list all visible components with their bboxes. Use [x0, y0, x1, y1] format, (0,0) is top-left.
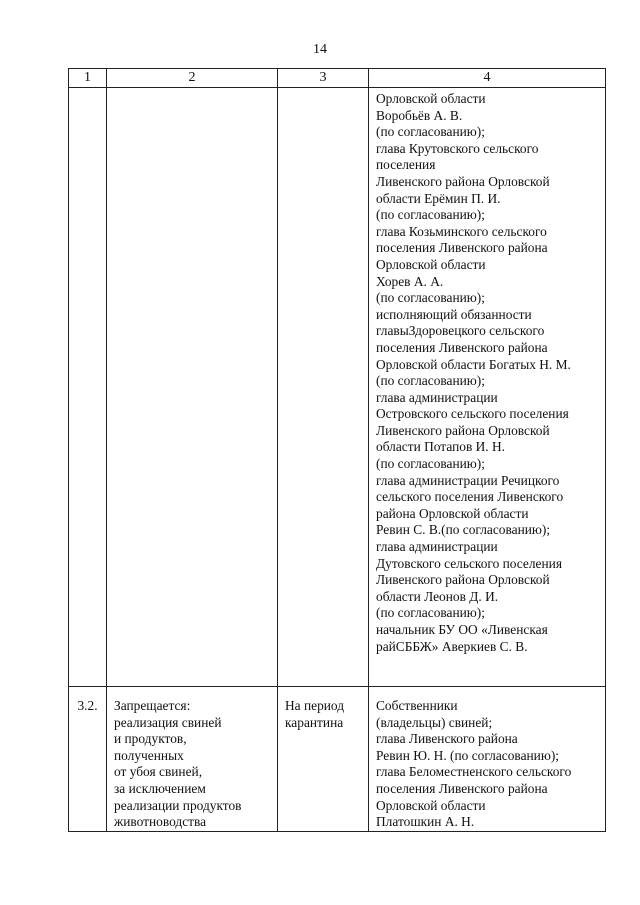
table-row — [69, 88, 606, 687]
period-cell — [278, 687, 369, 832]
row-number — [69, 88, 106, 99]
table-row — [69, 687, 606, 832]
row-number-cell — [69, 687, 107, 832]
responsible-text: Орловской области Воробьёв А. В. (по согласованию); глава Крутовского сельского поселения Ливенского района Орловской области Ерёмин П. И. (по согласованию); глава Козьминского сельского поселения Ливенского района Орловской области Хорев А. А. (по согласованию); исполняющий обязанности главыЗдоровецкого сельского поселения Ливенского района Орловской области Богатых Н. М. (по согласованию); глава администрации Островского сельского поселения Ливенского района Орловской области Потапов И. Н. (по согласованию); глава администрации Речицкого сельского поселения Ливенского района Орловской области Ревин С. В.(по согласованию); глава администрации Дутовского сельского поселения Ливенского района Орловской области Леонов Д. И. (по согласованию); начальник БУ ОО «Ливенская райСББЖ» Аверкиев С. В. — [376, 91, 571, 654]
measure-text — [107, 88, 277, 91]
column-header-4: 4 — [369, 69, 606, 88]
column-header-2: 2 — [107, 69, 278, 88]
column-header-1: 1 — [69, 69, 107, 88]
row-number-cell — [69, 88, 107, 687]
measure-cell — [107, 687, 278, 832]
period-text — [278, 88, 368, 91]
measure-text: Запрещается: реализация свиней и продуктов, полученных от убоя свиней, за исключением реализации продуктов животноводства — [114, 698, 242, 830]
responsible-cell — [369, 687, 606, 832]
table-header-row — [69, 69, 606, 88]
column-header-3: 3 — [278, 69, 369, 88]
row-number: 3.2. — [77, 698, 98, 713]
measure-cell — [107, 88, 278, 687]
page-number: 14 — [313, 42, 327, 57]
responsible-text: Собственники (владельцы) свиней; глава Ливенского района Ревин Ю. Н. (по согласованию); глава Беломестненского сельского поселения Ливенского района Орловской области Платошкин А. Н. — [376, 698, 572, 830]
period-cell — [278, 88, 369, 687]
responsible-cell — [369, 88, 606, 687]
measures-table — [68, 68, 606, 832]
period-text: На период карантина — [285, 698, 345, 730]
